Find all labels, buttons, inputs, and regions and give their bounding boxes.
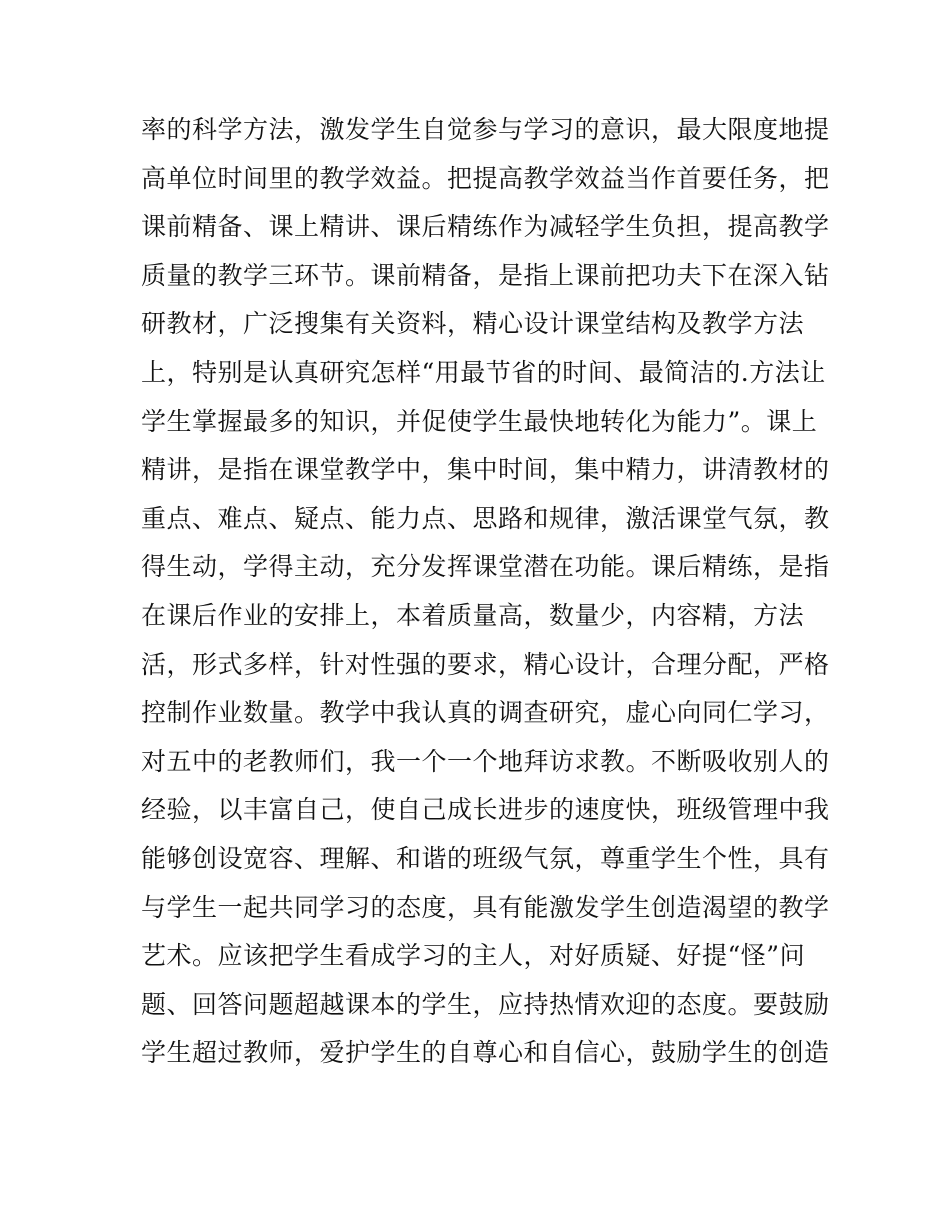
text-line-19: 题、回答问题超越课本的学生，应持热情欢迎的态度。要鼓励: [141, 989, 830, 1019]
text-line-4: 质量的教学三环节。课前精备，是指上课前把功夫下在深入钻: [141, 260, 830, 290]
text-line-11: 在课后作业的安排上，本着质量高，数量少，内容精，方法: [141, 600, 805, 630]
text-line-15: 经验，以丰富自己，使自己成长进步的速度快，班级管理中我: [141, 795, 830, 825]
text-line-3: 课前精备、课上精讲、课后精练作为减轻学生负担，提高教学: [141, 212, 830, 242]
text-line-8: 精讲，是指在课堂教学中，集中时间，集中精力，讲清教材的: [141, 455, 830, 485]
text-line-14: 对五中的老教师们，我一个一个地拜访求教。不断吸收别人的: [141, 746, 830, 776]
body-text: [141, 106, 830, 1078]
text-line-5: 研教材，广泛搜集有关资料，精心设计课堂结构及教学方法: [141, 309, 805, 339]
text-line-12: 活，形式多样，针对性强的要求，精心设计，合理分配，严格: [141, 649, 830, 679]
text-line-20: 学生超过教师，爱护学生的自尊心和自信心，鼓励学生的创造: [141, 1038, 830, 1068]
text-line-10: 得生动，学得主动，充分发挥课堂潜在功能。课后精练，是指: [141, 552, 830, 582]
text-line-13: 控制作业数量。教学中我认真的调查研究，虚心向同仁学习，: [141, 698, 830, 728]
text-line-16: 能够创设宽容、理解、和谐的班级气氛，尊重学生个性，具有: [141, 843, 830, 873]
text-line-7: 学生掌握最多的知识，并促使学生最快地转化为能力”。课上: [141, 406, 818, 436]
text-line-18: 艺术。应该把学生看成学习的主人，对好质疑、好提“怪”问: [141, 941, 806, 971]
text-line-17: 与学生一起共同学习的态度，具有能激发学生创造渴望的教学: [141, 892, 830, 922]
text-line-2: 高单位时间里的教学效益。把提高教学效益当作首要任务，把: [141, 163, 830, 193]
text-line-1: 率的科学方法，激发学生自觉参与学习的意识，最大限度地提: [141, 115, 830, 144]
text-line-9: 重点、难点、疑点、能力点、思路和规律，激活课堂气氛，教: [141, 503, 830, 533]
text-line-6: 上，特别是认真研究怎样“用最节省的时间、最简洁的.方法让: [141, 357, 826, 387]
